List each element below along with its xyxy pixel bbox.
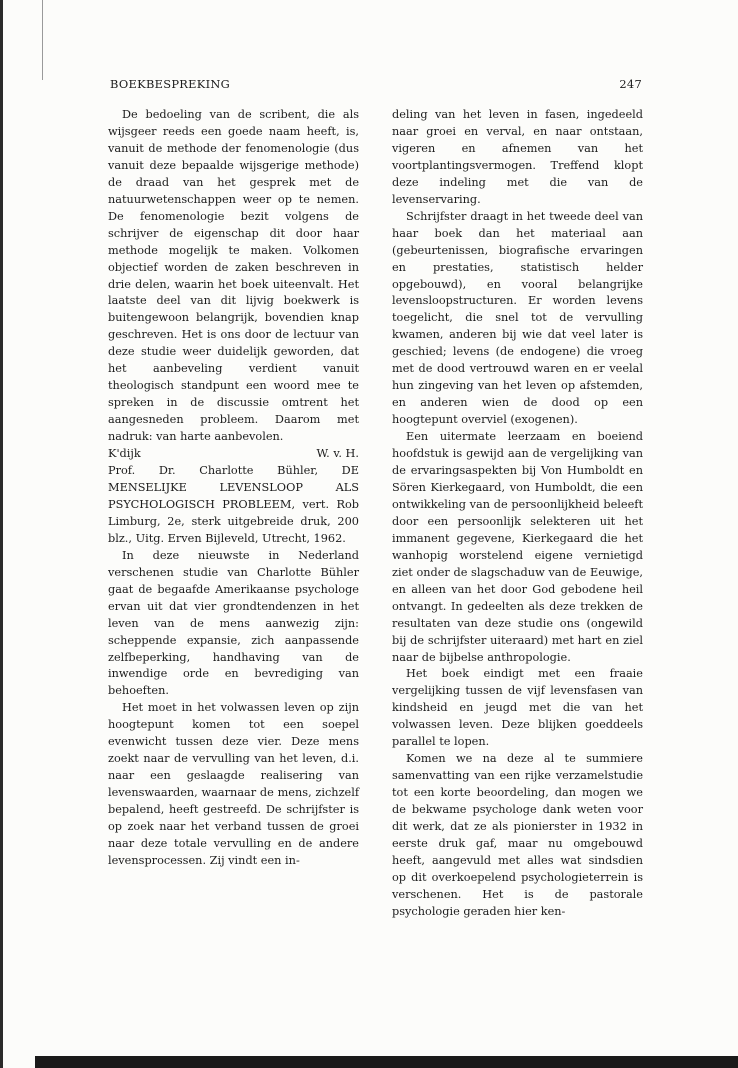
- previous-review-signature: [108, 446, 359, 463]
- review-paragraph: Het moet in het volwassen leven op zijn hoogtepunt komen tot een soepel evenwicht tussen deze vier. Deze mens zoekt naar de vervulling van het leven, d.i. naar een geslaagde realisering van levenswaarden, waarnaar de mens, zichzelf bepalend, heeft gestreefd. De schrijfster is op zoek naar het verband tussen de groei naar deze totale vervulling en de andere levensprocessen. Zij vindt een in-: [108, 701, 359, 867]
- binding-line: [42, 0, 43, 80]
- running-header: [110, 77, 642, 91]
- section-title: BOEKBESPREKING: [110, 77, 231, 91]
- previous-review-text: De bedoeling van de scribent, die als wijsgeer reeds een goede naam heeft, is, vanuit de methode der fenomenologie (dus vanuit deze bepaalde wijsgerige methode) de draad van het gesprek met de natuurwetenschappen weer op te nemen. De fenomenologie bezit volgens de schrijver de eigenschap dit door haar methode mogelijk te maken. Volkomen objectief worden de zaken beschreven in drie delen, waarin het boek uiteenvalt. Het laatste deel van dit lijvig boekwerk is buitengewoon belangrijk, bovendien knap geschreven. Het is ons door de lectuur van deze studie weer duidelijk geworden, dat het aanbeveling verdient vanuit theologisch standpunt een woord mee te spreken in de discussie omtrent het aangesneden probleem. Daarom met nadruk: van harte aanbevolen.: [108, 108, 359, 444]
- review-paragraph: Het boek eindigt met een fraaie vergelijking tussen de vijf levensfasen van kindsheid en jeugd met die van het volwassen leven. Deze blijken goeddeels parallel te lopen.: [392, 667, 643, 749]
- page-edge-shadow: [0, 0, 3, 1068]
- page-bottom-shadow: [35, 1056, 738, 1068]
- review-paragraph: Schrijfster draagt in het tweede deel van haar boek dan het materiaal aan (gebeurtenissen, biografische ervaringen en prestaties, statistisch helder opgebouwd), en vooral belangrijke levensloopstructuren. Er worden levens toegelicht, die snel tot de vervulling kwamen, anderen bij wie dat veel later is geschied; levens (de endogene) die vroeg met de dood vertrouwd waren en er veelal hun zingeving van het leven op afstemden, en anderen wien de dood op een hoogtepunt overviel (exogenen).: [392, 209, 643, 427]
- review-paragraph-continued: deling van het leven in fasen, ingedeeld naar groei en verval, en naar ontstaan, vigeren en afnemen van het voortplantingsvermogen. Treffend klopt deze indeling met die van de levenservaring.: [392, 108, 643, 206]
- review-paragraph: Een uitermate leerzaam en boeiend hoofdstuk is gewijd aan de vergelijking van de ervaringsaspekten bij Von Humboldt en Sören Kierkegaard, von Humboldt, die een ontwikkeling van de persoonlijkheid beleeft door een persoonlijk selekteren uit het immanent gegevene, Kierkegaard die het wanhopig worstelend eigene vernietigd ziet onder de slagschaduw van de Eeuwige, en alleen van het door God gebodene heil ontvangt. In gedeelten als deze trekken de resultaten van deze studie ons (ongewild bij de schrijfster uiteraard) met hart en ziel naar de bijbelse anthropologie.: [392, 430, 643, 664]
- book-reference: Prof. Dr. Charlotte Bühler, DE MENSELIJKE LEVENSLOOP ALS PSYCHOLOGISCH PROBLEEM, vert. Rob Limburg, 2e, sterk uitgebreide druk, 200 blz., Uitg. Erven Bijleveld, Utrecht, 1962.: [108, 464, 359, 545]
- signature-place: K'dijk: [108, 447, 141, 461]
- left-column: [108, 107, 359, 870]
- signature-initials: W. v. H.: [316, 447, 359, 461]
- right-column: [392, 107, 643, 921]
- review-paragraph: In deze nieuwste in Nederland verschenen studie van Charlotte Bühler gaat de begaafde Amerikaanse psychologe ervan uit dat vier grondtendenzen in het leven van de mens aanwezig zijn: scheppende expansie, zich aanpassende zelfbeperking, handhaving van de inwendige orde en bevrediging van behoeften.: [108, 548, 359, 698]
- review-paragraph: Komen we na deze al te summiere samenvatting van een rijke verzamelstudie tot een korte beoordeling, dan mogen we de bekwame psychologe dank weten voor dit werk, dat ze als pionierster in 1932 in eerste druk gaf, maar nu omgebouwd heeft, aangevuld met alles wat sindsdien op dit overkoepelend psychologieterrein is verschenen. Het is de pastorale psychologie geraden hier ken-: [392, 752, 643, 918]
- page-number: 247: [619, 77, 642, 91]
